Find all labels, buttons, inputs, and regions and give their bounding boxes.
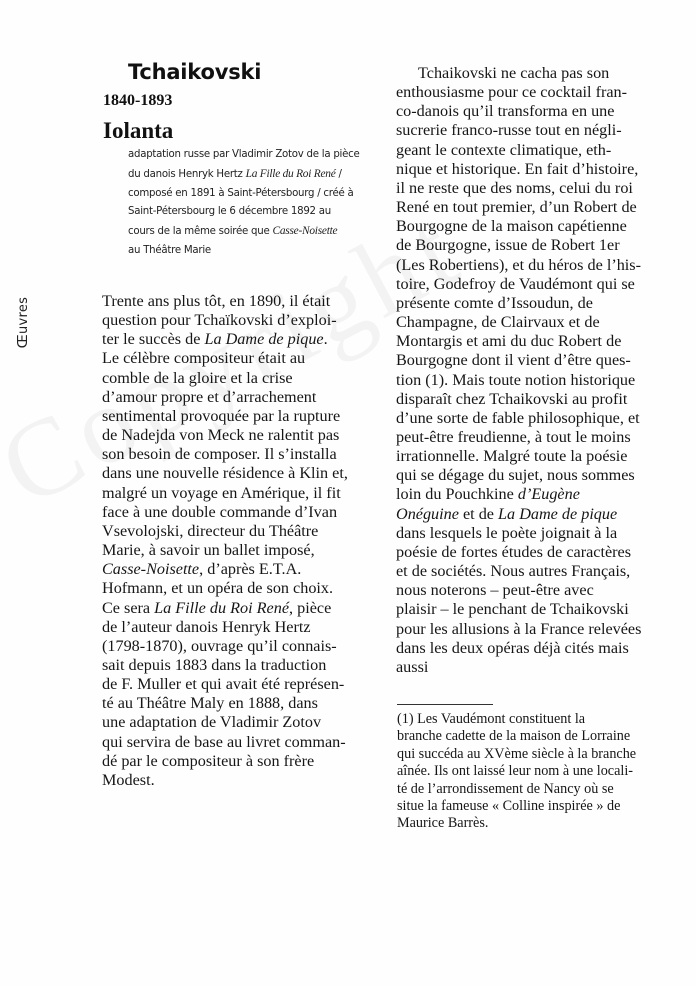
text-line: de Bourgogne, issue de Robert 1er bbox=[396, 236, 620, 255]
text-line: poésie de fortes études de caractères bbox=[396, 542, 632, 561]
footnote-line: té de l’arrondissement de Nancy où se bbox=[397, 780, 614, 797]
work-credits bbox=[128, 146, 380, 261]
text-line: nous noterons – peut-être avec bbox=[396, 581, 594, 600]
text-line: Tchaikovski ne cacha pas son bbox=[418, 64, 610, 82]
text-line: plaisir – le penchant de Tchaikovski bbox=[396, 600, 629, 619]
text-line: loin du Pouchkine d’Eugène bbox=[396, 485, 580, 504]
text-line: présente comte d’Issoudun, de bbox=[396, 293, 593, 312]
section-tab bbox=[14, 292, 34, 352]
text-line: malgré un voyage en Amérique, il fit bbox=[102, 483, 341, 502]
credits-line: adaptation russe par Vladimir Zotov de la pièce bbox=[128, 149, 360, 160]
text-line: pour les allusions à la France relevées bbox=[396, 619, 642, 638]
text-line: Montargis et ami du duc Robert de bbox=[396, 332, 622, 351]
work-title: Iolanta bbox=[103, 118, 174, 143]
footnote-divider bbox=[397, 704, 493, 705]
text-line: tion (1). Mais toute notion historique bbox=[396, 370, 636, 389]
text-line: Bourgogne de la maison capétienne bbox=[396, 217, 627, 236]
text-line: aussi bbox=[396, 657, 429, 676]
text-line: Vsevolojski, directeur du Théâtre bbox=[102, 521, 319, 540]
footnote bbox=[397, 711, 681, 833]
text-line: question pour Tchaïkovski d’exploi- bbox=[102, 311, 337, 330]
text-line: Marie, à savoir un ballet imposé, bbox=[102, 541, 315, 560]
text-line: irrationnelle. Malgré toute la poésie bbox=[396, 447, 628, 466]
text-line: disparaît chez Tchaikovski au profit bbox=[396, 389, 628, 408]
footnote-line: Maurice Barrès. bbox=[397, 815, 489, 832]
text-line: de l’auteur danois Henryk Hertz bbox=[102, 617, 311, 636]
footnote-line: situe la fameuse « Colline inspirée » de bbox=[397, 798, 621, 815]
text-line: dans les deux opéras déjà cités mais bbox=[396, 638, 629, 657]
text-line: té au Théâtre Maly en 1888, dans bbox=[102, 694, 318, 713]
credits-line: cours de la même soirée que Casse-Noisette bbox=[128, 225, 338, 238]
text-line: ter le succès de La Dame de pique. bbox=[102, 330, 328, 349]
text-line: (Les Robertiens), et du héros de l’his- bbox=[396, 255, 641, 274]
text-line: co-danois qu’il transforma en une bbox=[396, 102, 615, 121]
text-line: Bourgogne dont il vient d’être ques- bbox=[396, 351, 631, 370]
text-line: une adaptation de Vladimir Zotov bbox=[102, 713, 322, 732]
footnote-line: (1) Les Vaudémont constituent la bbox=[397, 711, 586, 727]
text-line: Casse-Noisette, d’après E.T.A. bbox=[102, 560, 302, 579]
text-line: sait depuis 1883 dans la traduction bbox=[102, 655, 327, 674]
text-line: geant le contexte climatique, eth- bbox=[396, 140, 612, 159]
text-line: de Nadejda von Meck ne ralentit pas bbox=[102, 426, 340, 445]
footnote-line: branche cadette de la maison de Lorraine bbox=[397, 728, 631, 745]
text-line: dans une nouvelle résidence à Klin et, bbox=[102, 464, 348, 483]
text-line: Ce sera La Fille du Roi René, pièce bbox=[102, 598, 332, 617]
text-line: d’une sorte de fable philosophique, et bbox=[396, 408, 640, 427]
text-line: enthousiasme pour ce cocktail fran- bbox=[396, 83, 628, 102]
text-line: sucrerie franco-russe tout en négli- bbox=[396, 121, 622, 140]
text-line: René en tout premier, d’un Robert de bbox=[396, 198, 637, 217]
composer-dates: 1840-1893 bbox=[103, 92, 173, 109]
text-line: Onéguine et de La Dame de pique bbox=[396, 504, 618, 523]
text-line: son besoin de composer. Il s’installa bbox=[102, 445, 337, 464]
text-line: Modest. bbox=[102, 770, 155, 789]
text-line: qui se dégage du sujet, nous sommes bbox=[396, 466, 635, 485]
text-line: qui servira de base au livret comman- bbox=[102, 732, 346, 751]
left-column-text bbox=[102, 292, 384, 790]
text-line: Champagne, de Clairvaux et de bbox=[396, 313, 600, 332]
text-line: face à une double commande d’Ivan bbox=[102, 502, 338, 521]
credits-line: du danois Henryk Hertz La Fille du Roi René / bbox=[128, 167, 342, 180]
composer-name: Tchaikovski bbox=[128, 60, 262, 84]
text-line: (1798-1870), ouvrage qu’il connais- bbox=[102, 636, 337, 655]
credits-line: Saint-Pétersbourg le 6 décembre 1892 au bbox=[128, 206, 331, 218]
text-line: peut-être freudienne, à tout le moins bbox=[396, 427, 631, 446]
text-line: d’amour propre et d’arrachement bbox=[102, 387, 317, 406]
text-line: nique et historique. En fait d’histoire, bbox=[396, 159, 639, 178]
section-tab-label: Œuvres bbox=[16, 296, 32, 348]
text-line: dé par le compositeur à son frère bbox=[102, 751, 315, 770]
text-line: sentimental provoquée par la rupture bbox=[102, 406, 341, 425]
text-line: dans lesquels le poète joignait à la bbox=[396, 523, 618, 542]
text-line: Trente ans plus tôt, en 1890, il était bbox=[102, 292, 331, 310]
credits-line: composé en 1891 à Saint-Pétersbourg / créé à bbox=[128, 187, 354, 199]
text-line: Le célèbre compositeur était au bbox=[102, 349, 306, 368]
credits-line: au Théâtre Marie bbox=[128, 244, 211, 256]
text-line: comble de la gloire et la crise bbox=[102, 368, 293, 387]
right-column-text bbox=[396, 64, 678, 677]
text-line: Hofmann, et un opéra de son choix. bbox=[102, 579, 334, 598]
text-line: et de sociétés. Nous autres Français, bbox=[396, 562, 631, 581]
footnote-line: qui succéda au XVème siècle à la branche bbox=[397, 745, 637, 762]
footnote-line: aînée. Ils ont laissé leur nom à une locali- bbox=[397, 763, 633, 780]
text-line: de F. Muller et qui avait été représen- bbox=[102, 675, 345, 694]
text-line: toire, Godefroy de Vaudémont qui se bbox=[396, 274, 635, 293]
text-line: il ne reste que des noms, celui du roi bbox=[396, 178, 633, 197]
